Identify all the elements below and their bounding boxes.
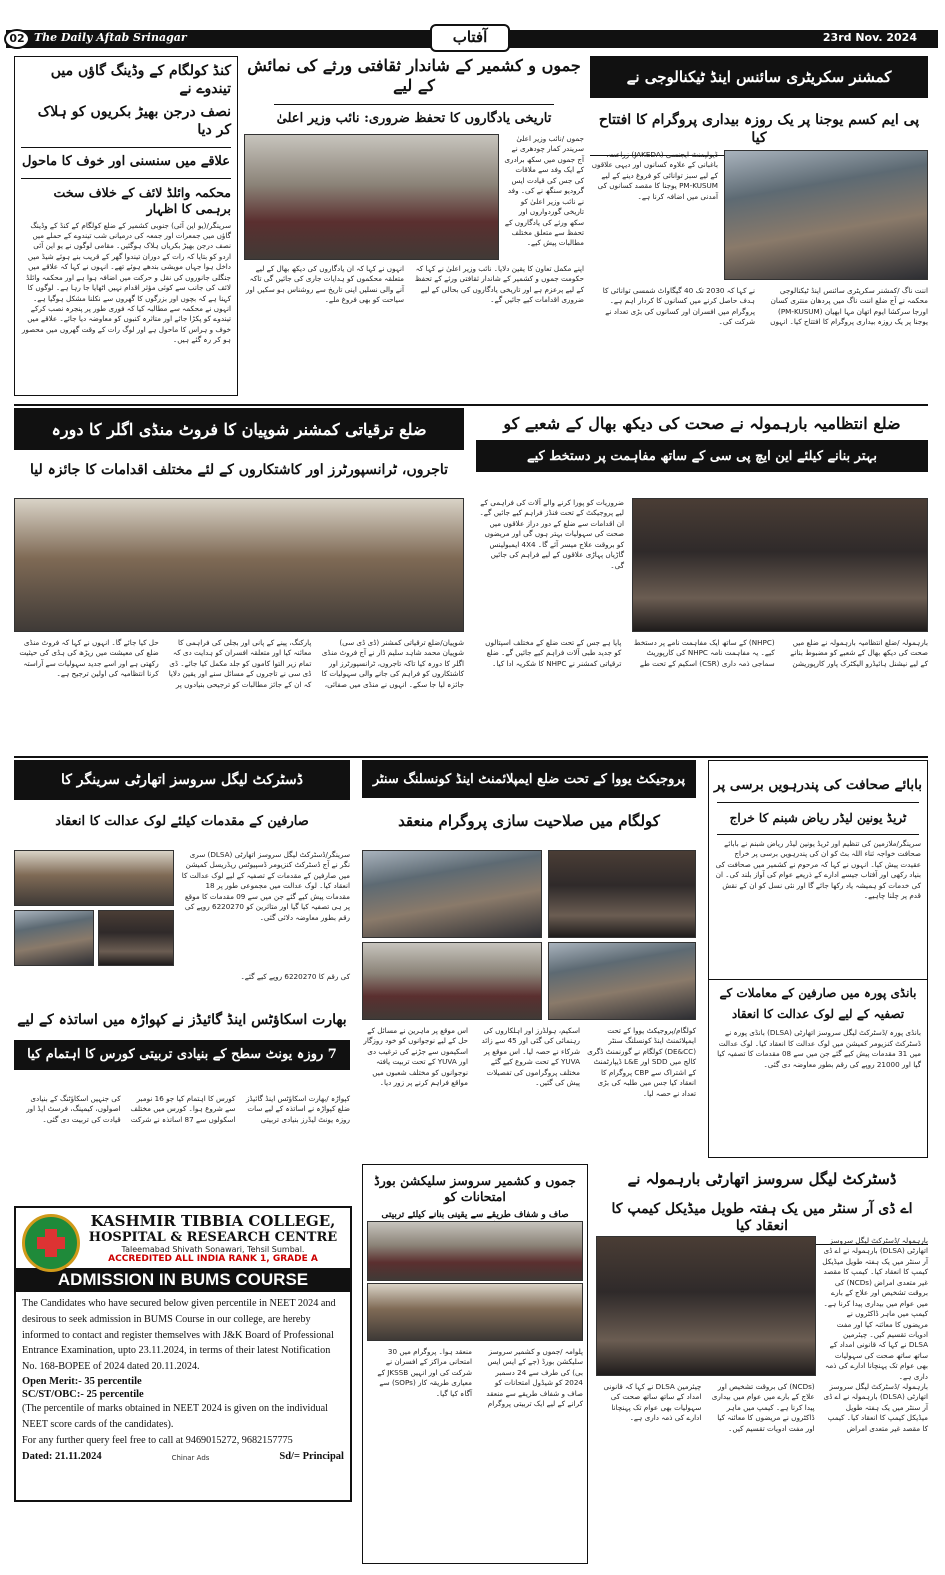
article-body: شوپیان/ضلع ترقیاتی کمشنر (ڈی ڈی سی) شوپیان محمد شاہد سلیم ڈار نے آج فروٹ منڈی اگلر کا دورہ کیا تاکہ تاجروں، ٹرانسپورٹرز اور کاشتکاروں کو فراہم کی جانے والی سہولیات کا جائزہ لیا جا سکے۔ انہوں نے منڈی میں صفائی، پارکنگ، پینے کے پانی اور بجلی کی فراہمی کا معائنہ کیا اور متعلقہ افسران کو ہدایت دی کہ تمام زیر التوا کاموں کو جلد مکمل کیا جائے۔ ڈی ڈی سی نے تاجروں کے مسائل سنے اور یقین دلایا کہ ان کے جائز مطالبات کو ترجیحی بنیادوں پر حل کیا جائے گا۔ انہوں نے کہا کہ فروٹ منڈی ضلع کی معیشت میں ریڑھ کی ہڈی کی حیثیت رکھتی ہے اور اسے جدید سہولیات سے آراستہ کرنا انتظامیہ کی اولین ترجیح ہے۔ [19,638,464,689]
page-number: 02 [4,29,30,49]
headline: بھارت اسکاؤٹس اینڈ گائیڈز نے کپواڑہ میں اساتذہ کے لیے [17,1012,347,1028]
ad-signature: Sd/= Principal [279,1450,344,1462]
article-body-right: کولگام/پروجیکٹ یووا کے تحت ایمپلائمنٹ اینڈ کونسلنگ سنٹر (DE&CC) کولگام نے گورنمنٹ ڈگری کالج میں SDD اور L&E ڈیپارٹمنٹ کے اشتراک سے CBP پروگرام کا انعقاد کیا جس میں طلبہ کی بڑی تعداد نے حصہ لیا۔ [587,1026,696,1098]
ad-paragraph-2: (The percentile of marks obtained in NEET 2024 is given on the individual NEET score cards of the candidates). [22,1403,328,1430]
ad-query: For any further query feel free to call at 9469015272, 9682157775 [22,1434,293,1446]
article-heritage [244,56,584,396]
ad-sc-st-obc: SC/ST/OBC:- 25 percentile [22,1389,144,1401]
photo-yuva-2 [548,850,696,938]
photo-delegation [244,134,499,260]
article-jkssb [362,1164,588,1564]
ad-accreditation: ACCREDITED ALL INDIA RANK 1, GRADE A [76,1254,350,1264]
photo-yuva-3 [362,942,542,1020]
subheadline: صاف و شفاف طریقے سے یقینی بنانے کیلئے تربیتی [381,1210,569,1221]
headline-2: بانڈی پورہ میں صارفین کے معاملات کے [719,986,917,1001]
subheadline: صارفین کے مقدمات کیلئے لوک عدالت کا انعقاد [55,814,309,829]
headline-2: نصف درجن بھیڑ بکریوں کو ہلاک کر دیا [37,104,231,138]
headline: پروجیکٹ یووا کے تحت ضلع ایمپلائمنٹ اینڈ کونسلنگ سنٹر [362,760,696,798]
subheadline: پی ایم کسم یوجنا پر یک روزہ بیداری پروگرام کا افتتاح کیا [598,112,920,146]
article-body-mid: اسکیم، ہولڈرز اور اہلکاروں کی رہنمائی کی گئی اور 45 سے زائد شرکاء نے حصہ لیا۔ اس موقع پر YUVA کے تحت شروع کیے گئے مختلف پروگراموں کی تفصیلات پیش کی گئیں۔ [481,1026,580,1088]
headline: کنڈ کولگام کے وڈینگ گاؤں میں تیندوے نے [50,63,231,97]
headline: ڈسٹرکٹ لیگل سروسز اتھارٹی سرینگر کا [14,760,350,800]
issue-date: 23rd Nov. 2024 [822,31,917,44]
article-shopian [14,408,464,750]
headline: بابائے صحافت کی پندرہویں برسی پر [714,777,922,793]
article-body-top: ڈیولپمنٹ ایجنسی (JAKEDA) زراعت، باغبانی کے علاوہ کسانوں اور دیہی علاقوں کے لیے سبز توانائی کو فروغ دینے کے لیے PM-KUSUM یوجنا کا مقصد کسانوں کی آمدنی میں اضافہ کرنا ہے۔ [591,150,718,201]
article-body-top: بارہمولہ /ڈسٹرکٹ لیگل سروسز اتھارٹی (DLSA) بارہمولہ نے اے ڈی آر سنٹر میں یک ہفتہ طویل میڈیکل کیمپ کا انعقاد کیا۔ کیمپ کا مقصد غیر متعدی امراض (NCDs) کی بروقت تشخیص اور علاج کے بارے میں عوام میں بیداری پیدا کرنا ہے۔ کیمپ میں ماہر ڈاکٹروں نے مریضوں کا معائنہ کیا اور مفت ادویات تقسیم کیں۔ چیئرمین DLSA نے کہا کہ قانونی امداد کے ساتھ ساتھ صحت کی سہولیات بھی عوام تک پہنچانا ادارے کی ذمہ داری ہے۔ [822,1236,928,1381]
photo-yuva-4 [548,942,696,1020]
photo-jkssb-2 [367,1283,583,1341]
article-body: سرینگر/ملازمین کی تنظیم اور ٹریڈ یونین لیڈر ریاض شبنم نے بابائے صحافت خواجہ ثناء اللہ بٹ کو ان کی پندرہویں برسی پر خراج عقیدت پیش کیا۔ انہوں نے کہا کہ مرحوم نے کشمیر میں صحافت کی بنیاد رکھی اور آفتاب جیسے ادارے کے ذریعے عوام کی آواز بلند کی۔ ان کی خدمات کو ہمیشہ یاد رکھا جائے گا اور نئی نسل کو ان کے نقش قدم پر چلنا چاہیے۔ [715,838,921,901]
article-body-mid: اپنے مکمل تعاون کا یقین دلایا۔ نائب وزیر اعلیٰ نے کہا کہ حکومت جموں و کشمیر کے شاندار ثقافتی ورثے کے تحفظ کے لیے پرعزم ہے اور تاریخی یادگاروں کی بحالی کے لیے ضروری اقدامات کیے جائیں گے۔ [414,264,584,305]
article-body-left: اس موقع پر ماہرین نے مسائل کے حل کے لیے نوجوانوں کو خود روزگار اسکیموں سے جڑنے کی ترغیب دی اور YUVA کے تحت تربیت یافتہ نوجوانوں کو مختلف شعبوں میں مواقع فراہم کرنے پر زور دیا۔ [363,1026,468,1088]
college-logo-icon [22,1214,80,1272]
ad-college-name-2: HOSPITAL & RESEARCH CENTRE [88,1230,338,1245]
ad-address: Taleemabad Shivath Sonawari, Tehsil Sumbal. [121,1245,305,1254]
subheadline: تاریخی یادگاروں کا تحفظ ضروری: نائب وزیر اعلیٰ [276,111,552,126]
headline: جموں و کشمیر کے شاندار ثقافتی ورثے کی نمائش کے لیے [247,56,581,95]
photo-yuva-1 [362,850,542,938]
subheadline: کولگام میں صلاحیت سازی پروگرام منعقد [398,812,660,830]
photo-awareness-program [724,150,928,280]
photo-mou-signing [632,498,928,632]
headline: کمشنر سکریٹری سائنس اینڈ ٹیکنالوجی نے [590,56,928,98]
ad-open-merit: Open Merit:- 35 percentile [22,1376,142,1388]
ad-tibbia-college [14,1206,352,1502]
article-body: سرینگر/(یو این آئی) جنوبی کشمیر کے ضلع کولگام کے کنڈ کے وڈینگ گاؤں میں جمعرات اور جمعہ کی درمیانی شب تیندوے کے حملے میں نصف درجن بھیڑ بکریاں ہلاک ہوگئیں۔ مقامی لوگوں نے یو این آئی اردو کو بتایا کہ رات کے دوران تیندوا گھر کے قریب بنے ہوئے شیڈ میں داخل ہوا جہاں مویشی بندھے ہوئے تھے۔ انہوں نے کہا کہ علاقے میں جنگلی جانوروں کی نقل و حرکت میں اضافہ ہوا ہے اور محکمہ وائلڈ لائف کی جانب سے کوئی مؤثر اقدام نہیں اٹھایا جا رہا ہے۔ لوگوں کا کہنا ہے کہ بچوں اور بزرگوں کا گھروں سے نکلنا مشکل ہوگیا ہے۔ انہوں نے محکمہ سے مطالبہ کیا کہ فوری طور پر پنجرہ نصب کرکے تیندوے کو پکڑا جائے اور متاثرہ کنبوں کو معاوضہ دیا جائے۔ علاقے میں خوف و ہراس کا ماحول ہے اور لوگ رات کے وقت گھروں میں محصور ہو کر رہ گئے ہیں۔ [21,220,231,345]
ad-paragraph-1: The Candidates who have secured below given percentile in NEET 2024 and desirous to seek admission in BUMS Course in our college, are hereby informed to contact and register themselves with J&K Board of Professional Entrance Examination, upto 23.11.2024, in terms of their latest Notification No. 168-BOPEE of 2024 dated 20.11.2024. [22,1298,336,1373]
article-scouts [14,1004,350,1200]
headline: ضلع انتظامیہ بارہمولہ نے صحت کی دیکھ بھال کے شعبے کو [503,414,901,433]
photo-mandi-visit [14,498,464,632]
headline: ضلع ترقیاتی کمشنر شوپیان کا فروٹ منڈی اگلر کا دورہ [14,408,464,450]
photo-jkssb-1 [367,1221,583,1281]
article-body: سرینگر/ڈسٹرکٹ لیگل سروسز اتھارٹی (DLSA) سری نگر نے آج ڈسٹرکٹ کنزیومر ڈسپیوٹس ریڈریسل کمیشن میں صارفین کے مقدمات کے تصفیہ کے لیے لوک عدالت کا انعقاد کیا۔ لوک عدالت میں مجموعی طور پر 18 مقدمات پیش کیے گئے جن میں سے 09 مقدمات کا موقع پر ہی تصفیہ کیا گیا اور متاثرین کو 6220270 روپے کی رقم بطور معاوضہ دلائی گئی۔ [181,850,350,922]
masthead-logo: آفتاب [430,24,510,52]
article-tail: کی رقم کا 6220270 روپے کیے گئے۔ [240,972,350,981]
paper-name: The Daily Aftab Srinagar [34,31,187,44]
article-body-bottom: اننت ناگ /کمشنر سکریٹری سائنس اینڈ ٹیکنالوجی محکمہ نے آج ضلع اننت ناگ میں پردھان منتری کسان اورجا سرکشا ایوم اتھان مہا ابھیان (PM-KUSUM) یوجنا پر یک روزہ بیداری پروگرام کا افتتاح کیا۔ انہوں نے کہا کہ 2030 تک 40 گیگاواٹ شمسی توانائی کا ہدف حاصل کرنے میں کسانوں کا کردار اہم ہے۔ پروگرام میں افسران اور کسانوں کی بڑی تعداد نے شرکت کی۔ [602,286,928,327]
subheadline: بہتر بنانے کیلئے این ایچ پی سی کے ساتھ مفاہمت پر دستخط کیے [476,440,928,472]
headline: ڈسٹرکٹ لیگل سروسز اتھارٹی بارہمولہ نے [627,1170,897,1188]
subheadline: علاقے میں سنسنی اور خوف کا ماحول [21,154,231,169]
subheadline: تاجروں، ٹرانسپورٹرز اور کاشتکاروں کے لئے مختلف اقدامات کا جائزہ لیا [29,462,449,478]
article-pm-kusum [590,56,928,396]
article-body: کپواڑہ /بھارت اسکاؤٹس اینڈ گائیڈز ضلع کپواڑہ نے اساتذہ کے لیے سات روزہ یونٹ لیڈرز بنیادی تربیتی کورس کا اہتمام کیا جو 16 نومبر سے شروع ہوا۔ کورس میں مختلف اسکولوں سے 87 اساتذہ نے شرکت کی جنہیں اسکاؤٹنگ کے بنیادی اصولوں، کیمپنگ، فرسٹ ایڈ اور قیادت کی تربیت دی گئی۔ [26,1094,350,1124]
article-medical-camp [596,1164,928,1564]
article-body: پلوامہ /جموں و کشمیر سروسز سلیکشن بورڈ (جے کے ایس ایس بی) کی طرف سے 24 دسمبر 2024 کو شیڈول امتحانات کو صاف و شفاف طریقے سے منعقد کرانے کے لیے ایک تربیتی پروگرام منعقد ہوا۔ پروگرام میں 30 امتحانی مراکز کے افسران نے شرکت کی اور انہیں JKSSB کے معیاری طریقہ کار (SOPs) سے آگاہ کیا گیا۔ [377,1347,583,1409]
photo-lok-adalat-3 [98,910,174,966]
article-body-right: جموں /نائب وزیر اعلیٰ سریندر کمار چودھری نے آج جموں میں سکھ برادری کے ایک وفد سے ملاقات کی جس کی قیادت ایس گرودیو سنگھ نے کی۔ وفد نے نائب وزیر اعلیٰ کو تاریخی گوردواروں اور سکھ ورثے کی یادگاروں کے تحفظ سے متعلق مختلف مطالبات پیش کیے۔ [504,134,584,248]
photo-ribbon-cutting [596,1236,816,1376]
subheadline: ٹریڈ یونین لیڈر ریاض شبنم کا خراج [729,810,907,825]
article-body-2: بانڈی پورہ /ڈسٹرکٹ لیگل سروسز اتھارٹی (DLSA) بانڈی پورہ نے ڈسٹرکٹ کنزیومر کمیشن میں لوک عدالت کا انعقاد کیا۔ لوک عدالت میں 31 مقدمات پیش کیے گئے جن میں سے 08 مقدمات کا تصفیہ کیا گیا اور 21000 روپے کی رقم بطور معاوضہ دی گئی۔ [717,1028,921,1069]
ad-college-name: KASHMIR TIBBIA COLLEGE, [90,1212,336,1230]
subheadline-2: محکمہ وائلڈ لائف کے خلاف سخت برہمی کا اظہار [53,185,231,216]
subheadline-2: تصفیہ کے لیے لوک عدالت کا انعقاد [731,1007,905,1022]
article-leopard [14,56,238,396]
article-body-top: ضروریات کو پورا کرنے والے آلات کی فراہمی کے لیے پروجیکٹ کے تحت فنڈز فراہم کیے جائیں گے۔ ان اقدامات سے ضلع کے دور دراز علاقوں میں صحت کی سہولیات بہتر ہوں گی اور مریضوں کو بروقت علاج میسر آئے گا۔ 4X4 ایمبولینس گاڑیاں پہاڑی علاقوں کے لیے فراہم کی جائیں گی۔ [479,498,624,570]
photo-lok-adalat-1 [14,850,174,906]
article-body-bottom: بارہمولہ /ڈسٹرکٹ لیگل سروسز اتھارٹی (DLSA) بارہمولہ نے اے ڈی آر سنٹر میں یک ہفتہ طویل میڈیکل کیمپ کا انعقاد کیا۔ کیمپ کا مقصد غیر متعدی امراض (NCDs) کی بروقت تشخیص اور علاج کے بارے میں عوام میں بیداری پیدا کرنا ہے۔ کیمپ میں ماہر ڈاکٹروں نے مریضوں کا معائنہ کیا اور مفت ادویات تقسیم کیں۔ چیئرمین DLSA نے کہا کہ قانونی امداد کے ساتھ ساتھ صحت کی سہولیات بھی عوام تک پہنچانا ادارے کی ذمہ داری ہے۔ [603,1382,928,1433]
article-body-bottom: بارہمولہ /ضلع انتظامیہ بارہمولہ نے ضلع میں صحت کی دیکھ بھال کے شعبے کو مضبوط بنانے کے لیے نیشنل ہائیڈرو الیکٹرک پاور کارپوریشن (NHPC) کے ساتھ ایک مفاہمت نامے پر دستخط کیے۔ یہ مفاہمت نامہ NHPC کی کارپوریٹ سماجی ذمہ داری (CSR) اسکیم کے تحت طے پایا ہے جس کے تحت ضلع کے مختلف اسپتالوں کو جدید طبی آلات فراہم کیے جائیں گے۔ ضلع ترقیاتی کمشنر نے NHPC کا شکریہ ادا کیا۔ [485,638,928,668]
ad-admission-banner: ADMISSION IN BUMS COURSE [16,1268,350,1292]
ad-agency: Chinar Ads [171,1453,210,1462]
subheadline: 7 روزہ یونٹ سطح کے بنیادی تربیتی کورس کا اہتمام کیا [14,1040,350,1070]
article-dlsa-srinagar [14,760,350,1000]
subheadline: اے ڈی آر سنٹر میں یک ہفتہ طویل میڈیکل کیمپ کا انعقاد کیا [611,1200,913,1235]
headline: جموں و کشمیر سروسز سلیکشن بورڈ امتحانات کو [374,1173,576,1204]
article-yuva [362,760,696,1160]
article-body-left: انہوں نے کہا کہ ان یادگاروں کی دیکھ بھال کے لیے متعلقہ محکموں کو ہدایات جاری کی جائیں گی تاکہ آنے والی نسلیں اپنی تاریخ سے روشناس ہو سکیں اور سیاحت کو بھی فروغ ملے۔ [245,264,404,305]
article-box-right [708,760,928,1158]
article-nhpc [476,408,928,750]
ad-date: Dated: 21.11.2024 [22,1450,102,1462]
photo-lok-adalat-2 [14,910,94,966]
